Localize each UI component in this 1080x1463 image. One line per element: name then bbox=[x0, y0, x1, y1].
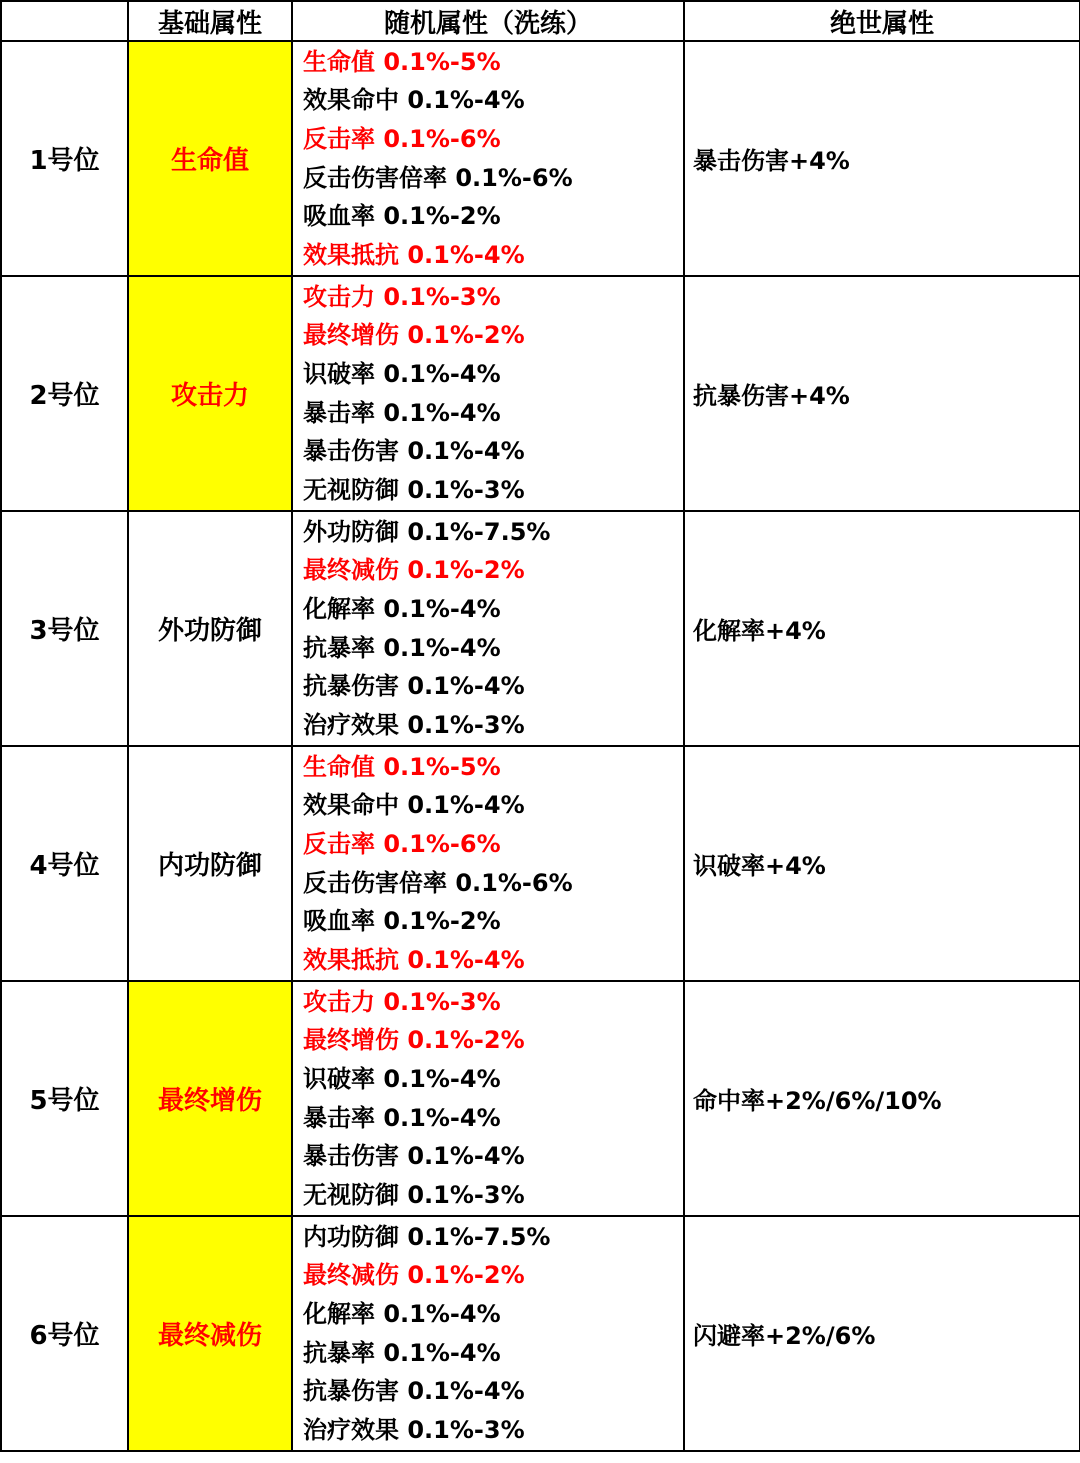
random-attribute-line: 效果命中 0.1%-4% bbox=[303, 86, 525, 115]
unique-attribute: 暴击伤害+4% bbox=[684, 41, 1080, 276]
unique-attribute: 命中率+2%/6%/10% bbox=[684, 981, 1080, 1216]
random-attribute-line: 无视防御 0.1%-3% bbox=[303, 1180, 525, 1209]
table-row bbox=[1, 981, 1080, 1216]
unique-attribute: 化解率+4% bbox=[684, 511, 1080, 746]
random-attributes bbox=[292, 276, 684, 511]
header-unique: 绝世属性 bbox=[684, 1, 1080, 41]
slot-label: 5号位 bbox=[1, 981, 128, 1216]
slot-label: 2号位 bbox=[1, 276, 128, 511]
base-attribute: 攻击力 bbox=[128, 276, 292, 511]
random-attributes bbox=[292, 981, 684, 1216]
unique-attribute: 识破率+4% bbox=[684, 746, 1080, 981]
base-attribute: 最终减伤 bbox=[128, 1216, 292, 1451]
random-attribute-line: 最终减伤 0.1%-2% bbox=[303, 556, 525, 585]
random-attributes bbox=[292, 511, 684, 746]
table-row bbox=[1, 1216, 1080, 1451]
random-attribute-line: 化解率 0.1%-4% bbox=[303, 594, 501, 623]
random-attribute-line: 攻击力 0.1%-3% bbox=[303, 987, 501, 1016]
table-row bbox=[1, 511, 1080, 746]
random-attribute-line: 治疗效果 0.1%-3% bbox=[303, 1415, 525, 1444]
base-attribute: 最终增伤 bbox=[128, 981, 292, 1216]
random-attribute-line: 效果抵抗 0.1%-4% bbox=[303, 240, 525, 269]
header-random: 随机属性（洗练） bbox=[292, 1, 684, 41]
table-row bbox=[1, 276, 1080, 511]
random-attribute-line: 最终减伤 0.1%-2% bbox=[303, 1261, 525, 1290]
random-attribute-line: 吸血率 0.1%-2% bbox=[303, 202, 501, 231]
random-attribute-line: 生命值 0.1%-5% bbox=[303, 47, 501, 76]
slot-label: 4号位 bbox=[1, 746, 128, 981]
slot-label: 6号位 bbox=[1, 1216, 128, 1451]
random-attribute-line: 暴击伤害 0.1%-4% bbox=[303, 437, 525, 466]
random-attribute-line: 暴击率 0.1%-4% bbox=[303, 1103, 501, 1132]
random-attribute-line: 抗暴伤害 0.1%-4% bbox=[303, 672, 525, 701]
base-attribute: 生命值 bbox=[128, 41, 292, 276]
base-attribute: 外功防御 bbox=[128, 511, 292, 746]
random-attribute-line: 反击率 0.1%-6% bbox=[303, 124, 501, 153]
table-row bbox=[1, 41, 1080, 276]
random-attributes bbox=[292, 41, 684, 276]
header-base: 基础属性 bbox=[128, 1, 292, 41]
random-attribute-line: 吸血率 0.1%-2% bbox=[303, 907, 501, 936]
random-attributes bbox=[292, 1216, 684, 1451]
random-attribute-line: 识破率 0.1%-4% bbox=[303, 359, 501, 388]
random-attribute-line: 反击伤害倍率 0.1%-6% bbox=[303, 868, 573, 897]
random-attribute-line: 无视防御 0.1%-3% bbox=[303, 475, 525, 504]
base-attribute: 内功防御 bbox=[128, 746, 292, 981]
random-attribute-line: 识破率 0.1%-4% bbox=[303, 1064, 501, 1093]
unique-attribute: 抗暴伤害+4% bbox=[684, 276, 1080, 511]
random-attribute-line: 最终增伤 0.1%-2% bbox=[303, 321, 525, 350]
random-attribute-line: 攻击力 0.1%-3% bbox=[303, 282, 501, 311]
random-attribute-line: 反击率 0.1%-6% bbox=[303, 829, 501, 858]
random-attribute-line: 最终增伤 0.1%-2% bbox=[303, 1026, 525, 1055]
random-attribute-line: 抗暴率 0.1%-4% bbox=[303, 1338, 501, 1367]
slot-label: 1号位 bbox=[1, 41, 128, 276]
table-row bbox=[1, 746, 1080, 981]
random-attribute-line: 效果抵抗 0.1%-4% bbox=[303, 945, 525, 974]
random-attribute-line: 治疗效果 0.1%-3% bbox=[303, 710, 525, 739]
random-attribute-line: 外功防御 0.1%-7.5% bbox=[303, 517, 551, 546]
random-attribute-line: 内功防御 0.1%-7.5% bbox=[303, 1222, 551, 1251]
random-attribute-line: 抗暴率 0.1%-4% bbox=[303, 633, 501, 662]
random-attributes bbox=[292, 746, 684, 981]
header-row bbox=[1, 1, 1080, 41]
random-attribute-line: 反击伤害倍率 0.1%-6% bbox=[303, 163, 573, 192]
unique-attribute: 闪避率+2%/6% bbox=[684, 1216, 1080, 1451]
header-slot bbox=[1, 1, 128, 41]
slot-label: 3号位 bbox=[1, 511, 128, 746]
random-attribute-line: 生命值 0.1%-5% bbox=[303, 752, 501, 781]
random-attribute-line: 效果命中 0.1%-4% bbox=[303, 791, 525, 820]
random-attribute-line: 暴击率 0.1%-4% bbox=[303, 398, 501, 427]
random-attribute-line: 暴击伤害 0.1%-4% bbox=[303, 1142, 525, 1171]
random-attribute-line: 化解率 0.1%-4% bbox=[303, 1299, 501, 1328]
random-attribute-line: 抗暴伤害 0.1%-4% bbox=[303, 1377, 525, 1406]
